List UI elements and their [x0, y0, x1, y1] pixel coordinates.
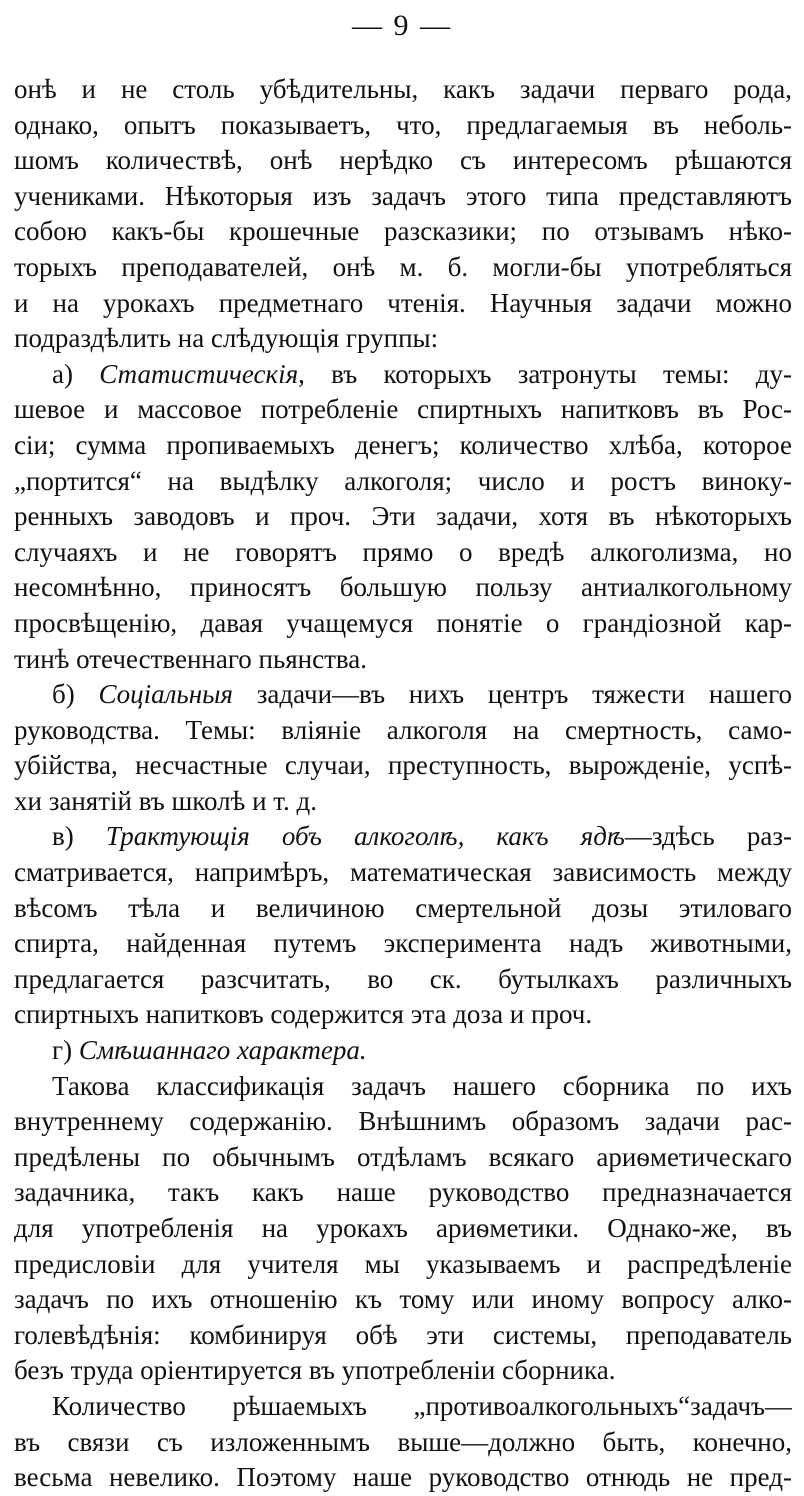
text-line — [14, 392, 792, 428]
text-line — [14, 72, 792, 108]
text-run: въ связи съ изложеннымъ выше—должно быть, конечно, — [14, 1426, 792, 1457]
text-run: голевѣдѣнія: комбинируя обѣ эти системы, преподаватель — [14, 1319, 792, 1350]
text-line — [14, 108, 792, 144]
text-run: предисловіи для учителя мы указываемъ и распредѣленіе — [14, 1248, 792, 1279]
text-run: однако, опытъ показываетъ, что, предлагаемыя въ неболь- — [14, 109, 792, 140]
text-run: безъ труда оріентируется въ употребленіи сборника. — [14, 1355, 616, 1386]
text-line — [14, 570, 792, 606]
text-line — [14, 464, 792, 500]
text-run: спирта, найденная путемъ эксперимента надъ животными, — [14, 928, 792, 959]
text-run: предѣлены по обычнымъ отдѣламъ всякаго ариѳметическаго — [14, 1141, 792, 1172]
text-line — [14, 891, 792, 927]
text-run: торыхъ преподавателей, онѣ м. б. могли-бы употребляться — [14, 251, 792, 282]
text-run: Такова классификація задачъ нашего сборника по ихъ — [52, 1070, 792, 1101]
text-line — [14, 677, 792, 713]
text-run: руководства. Темы: вліяніе алкоголя на смертность, само- — [14, 714, 792, 745]
text-line — [14, 1104, 792, 1140]
body-text — [14, 72, 792, 1496]
text-run: для употребленія на урокахъ ариѳметики. Однако-же, въ — [14, 1213, 792, 1243]
text-run: хи занятій въ школѣ и т. д. — [14, 785, 318, 816]
text-line — [14, 1247, 792, 1283]
text-run: задачника, такъ какъ наше руководство предназначается — [14, 1177, 792, 1208]
text-line — [14, 1460, 792, 1496]
text-line — [14, 214, 792, 250]
text-line — [14, 1282, 792, 1318]
text-line — [14, 179, 792, 215]
text-run: просвѣщенію, давая учащемуся понятіе о грандіозной кар- — [14, 607, 792, 638]
text-line — [14, 962, 792, 998]
text-line — [14, 250, 792, 286]
text-run: случаяхъ и не говорятъ прямо о вредѣ алкоголизма, но — [14, 536, 792, 567]
text-run: тинѣ отечественнаго пьянства. — [14, 643, 368, 674]
text-run: вѣсомъ тѣла и величиною смертельной дозы этиловаго — [14, 892, 792, 923]
text-line — [14, 1069, 792, 1105]
text-line — [14, 748, 792, 784]
text-line — [14, 606, 792, 642]
text-run: ренныхъ заводовъ и проч. Эти задачи, хотя въ нѣкоторыхъ — [14, 501, 792, 532]
text-line — [14, 1211, 792, 1247]
text-line — [14, 143, 792, 179]
italic-term: Соціальныя — [98, 679, 233, 710]
text-run: собою какъ-бы крошечные разсказики; по отзывамъ нѣко- — [14, 216, 792, 247]
text-line — [14, 428, 792, 464]
text-run: а) — [52, 358, 100, 389]
text-run: убійства, несчастные случаи, преступность, вырожденіе, успѣ- — [14, 750, 792, 781]
text-line — [14, 535, 792, 571]
text-line — [14, 1175, 792, 1211]
italic-term: Статистическія — [99, 358, 299, 389]
text-line — [14, 997, 792, 1033]
text-run: в) — [52, 821, 106, 852]
text-run: шевое и массовое потребленіе спиртныхъ напитковъ въ Рос- — [14, 394, 792, 425]
text-line — [14, 713, 792, 749]
text-run: —здѣсь раз- — [624, 821, 792, 852]
text-run: учениками. Нѣкоторыя изъ задачъ этого типа представляютъ — [14, 180, 792, 211]
text-run: сіи; сумма пропиваемыхъ денегъ; количество хлѣба, которое — [14, 429, 792, 460]
text-run: Количество рѣшаемыхъ „противоалкогольныхъ“задачъ— — [52, 1390, 792, 1421]
text-line — [14, 1033, 792, 1069]
text-line — [14, 1318, 792, 1354]
text-run: задачъ по ихъ отношенію къ тому или иному вопросу алко- — [14, 1284, 792, 1315]
text-line — [14, 855, 792, 891]
text-line — [14, 819, 792, 855]
text-run: несомнѣнно, приносятъ большую пользу антиалкогольному — [14, 572, 792, 603]
text-line — [14, 286, 792, 322]
text-run: „портится“ на выдѣлку алкоголя; число и ростъ виноку- — [14, 465, 792, 496]
text-run: , въ которыхъ затронуты темы: ду- — [298, 358, 792, 389]
text-run: внутреннему содержанію. Внѣшнимъ образомъ задачи рас- — [14, 1106, 792, 1137]
text-run: б) — [52, 679, 99, 710]
text-run: онѣ и не столь убѣдительны, какъ задачи перваго рода, — [14, 74, 792, 104]
text-line — [14, 1140, 792, 1176]
text-line — [14, 1389, 792, 1425]
text-line — [14, 1425, 792, 1461]
text-run: предлагается разсчитать, во ск. бутылкахъ различныхъ — [14, 963, 792, 994]
text-run: весьма невелико. Поэтому наше руководство отнюдь не пред- — [14, 1462, 792, 1493]
text-line — [14, 357, 792, 393]
text-run: и на урокахъ предметнаго чтенія. Научныя задачи можно — [14, 287, 792, 318]
page-number: — 9 — — [352, 9, 452, 42]
text-line — [14, 1353, 792, 1389]
text-line — [14, 321, 792, 357]
text-line — [14, 784, 792, 820]
text-run: подраздѣлить на слѣдующія группы: — [14, 323, 439, 354]
italic-term: Трактующія объ алкоголѣ, какъ ядѣ — [105, 821, 625, 852]
text-line — [14, 926, 792, 962]
text-line — [14, 499, 792, 535]
text-run: спиртныхъ напитковъ содержится эта доза и проч. — [14, 999, 593, 1030]
text-line — [14, 642, 792, 678]
text-run: сматривается, напримѣръ, математическая зависимость между — [14, 857, 792, 888]
text-run: г) — [52, 1035, 79, 1066]
text-run: шомъ количествѣ, онѣ нерѣдко съ интересомъ рѣшаются — [14, 145, 792, 176]
italic-term: Смѣшаннаго характера. — [78, 1035, 367, 1066]
text-run: задачи—въ нихъ центръ тяжести нашего — [232, 679, 792, 710]
